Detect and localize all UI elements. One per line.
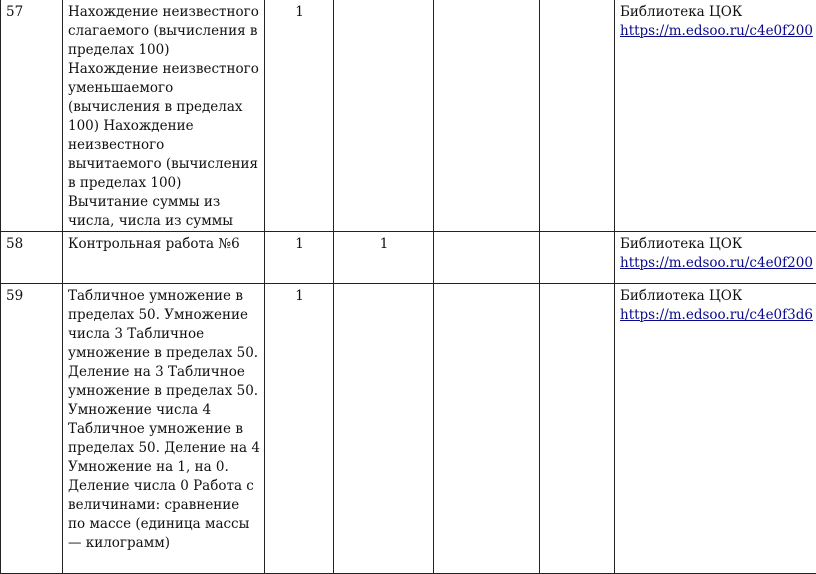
lesson-number: 59 [1,284,63,574]
total-hours: 1 [265,232,334,284]
practice-hours [434,0,540,232]
practice-hours [434,232,540,284]
total-hours: 1 [265,0,334,232]
practice-hours [434,284,540,574]
control-hours [334,0,434,232]
resource-link[interactable]: https://m.edsoo.ru/c4e0f200 [620,255,813,271]
control-hours [334,284,434,574]
control-hours: 1 [334,232,434,284]
lesson-number: 57 [1,0,63,232]
lesson-topic: Контрольная работа №6 [63,232,265,284]
resource-cell [615,284,816,574]
resource-label: Библиотека ЦОК [620,287,814,306]
lesson-number: 58 [1,232,63,284]
date-cell [540,284,615,574]
table-row [1,284,816,574]
resource-label: Библиотека ЦОК [620,235,814,254]
resource-link[interactable]: https://m.edsoo.ru/c4e0f200 [620,23,813,39]
lesson-topic: Нахождение неизвестного слагаемого (вычисления в пределах 100) Нахождение неизвестного уменьшаемого (вычисления в пределах 100) Нахождение неизвестного вычитаемого (вычисления в пределах 100) Вычитание суммы из числа, числа из суммы [63,0,265,232]
resource-label: Библиотека ЦОК [620,3,814,22]
resource-cell [615,0,816,232]
table-row [1,0,816,232]
date-cell [540,0,615,232]
resource-cell [615,232,816,284]
table-row [1,232,816,284]
total-hours: 1 [265,284,334,574]
lesson-topic: Табличное умножение в пределах 50. Умножение числа 3 Табличное умножение в пределах 50. Деление на 3 Табличное умножение в пределах 50. Умножение числа 4 Табличное умножение в пределах 50. Деление на 4 Умножение на 1, на 0. Деление числа 0 Работа с величинами: сравнение по массе (единица массы — килограмм) [63,284,265,574]
date-cell [540,232,615,284]
resource-link[interactable]: https://m.edsoo.ru/c4e0f3d6 [620,307,813,323]
